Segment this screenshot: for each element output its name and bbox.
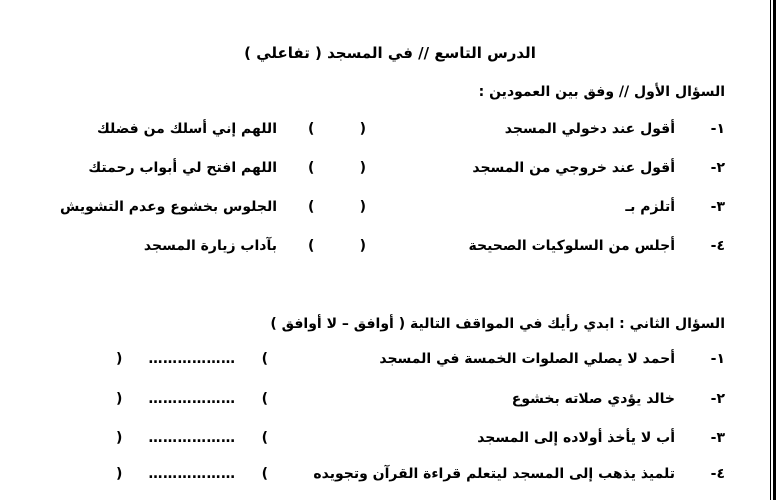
opinion-row xyxy=(0,351,780,373)
matching-row xyxy=(0,121,780,143)
answer-blank[interactable] xyxy=(308,121,366,137)
match-answer: بآداب زيارة المسجد xyxy=(143,238,277,254)
item-number: ١- xyxy=(710,121,725,137)
paren-open: ( xyxy=(308,199,315,215)
paren-open: ( xyxy=(261,430,268,446)
item-text: أجلس من السلوكيات الصحيحة xyxy=(468,238,675,254)
paren-open: ( xyxy=(308,160,315,176)
opinion-blank[interactable] xyxy=(116,391,268,407)
paren-open: ( xyxy=(261,351,268,367)
paren-close: ) xyxy=(116,430,123,446)
item-number: ٢- xyxy=(710,160,725,176)
paren-open: ( xyxy=(308,238,315,254)
dots: ……………… xyxy=(148,430,236,446)
item-number: ٢- xyxy=(710,391,725,407)
answer-blank[interactable] xyxy=(308,160,366,176)
opinion-blank[interactable] xyxy=(116,466,268,482)
item-text: أب لا يأخذ أولاده إلى المسجد xyxy=(477,430,675,446)
paren-close: ) xyxy=(359,160,366,176)
answer-blank[interactable] xyxy=(308,199,366,215)
item-text: أقول عند خروجي من المسجد xyxy=(472,160,675,176)
item-number: ٣- xyxy=(710,430,725,446)
paren-close: ) xyxy=(359,121,366,137)
item-text: أقول عند دخولي المسجد xyxy=(504,121,675,137)
item-text: أتلزم بـ xyxy=(625,199,675,215)
answer-blank[interactable] xyxy=(308,238,366,254)
opinion-row xyxy=(0,391,780,413)
matching-row xyxy=(0,199,780,221)
matching-row xyxy=(0,160,780,182)
paren-close: ) xyxy=(359,238,366,254)
item-number: ٤- xyxy=(710,238,725,254)
item-number: ١- xyxy=(710,351,725,367)
question-2-heading: السؤال الثاني : ابدي رأيك في المواقف التالية ( أوافق – لا أوافق ) xyxy=(270,316,725,332)
question-1-heading: السؤال الأول // وفق بين العمودين : xyxy=(478,84,725,100)
item-number: ٣- xyxy=(710,199,725,215)
item-number: ٤- xyxy=(710,466,725,482)
paren-close: ) xyxy=(359,199,366,215)
dots: ……………… xyxy=(148,391,236,407)
paren-close: ) xyxy=(116,466,123,482)
dots: ……………… xyxy=(148,351,236,367)
lesson-title: الدرس التاسع // في المسجد ( تفاعلي ) xyxy=(244,44,536,62)
paren-open: ( xyxy=(261,391,268,407)
item-text: تلميذ يذهب إلى المسجد ليتعلم قراءة القرآن وتجويده xyxy=(313,466,675,482)
opinion-row xyxy=(0,430,780,452)
match-answer: الجلوس بخشوع وعدم التشويش xyxy=(60,199,277,215)
paren-open: ( xyxy=(261,466,268,482)
opinion-blank[interactable] xyxy=(116,430,268,446)
matching-row xyxy=(0,238,780,260)
paren-open: ( xyxy=(308,121,315,137)
paren-close: ) xyxy=(116,391,123,407)
item-text: خالد يؤدي صلاته بخشوع xyxy=(511,391,675,407)
opinion-row xyxy=(0,466,780,488)
match-answer: اللهم إني أسلك من فضلك xyxy=(96,121,277,137)
opinion-blank[interactable] xyxy=(116,351,268,367)
dots: ……………… xyxy=(148,466,236,482)
item-text: أحمد لا يصلي الصلوات الخمسة في المسجد xyxy=(379,351,675,367)
match-answer: اللهم افتح لي أبواب رحمتك xyxy=(88,160,277,176)
paren-close: ) xyxy=(116,351,123,367)
